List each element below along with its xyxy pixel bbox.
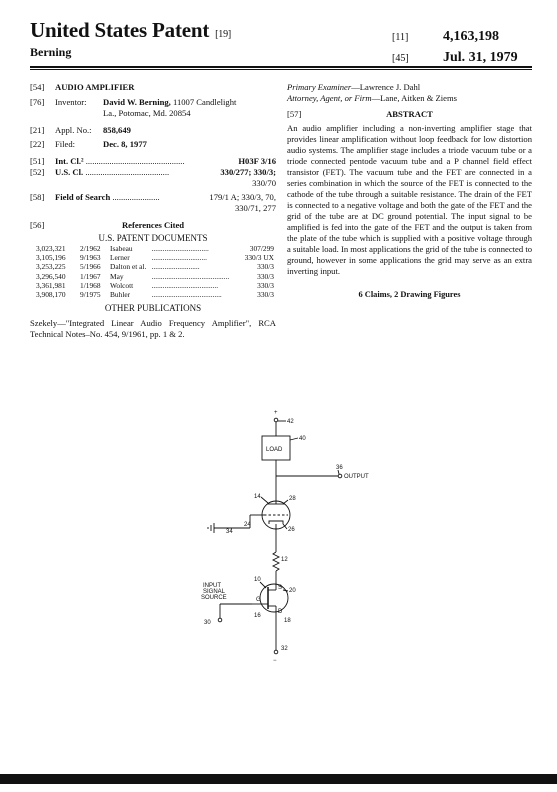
attorney-label: Attorney, Agent, or Firm (287, 93, 372, 103)
reference-class: 307/299 (249, 244, 274, 253)
reference-row (36, 244, 274, 253)
label-minus: − (273, 658, 277, 664)
leader-line (283, 590, 288, 591)
label-24: 24 (244, 522, 251, 528)
leader-line (283, 500, 288, 504)
title-row (30, 82, 276, 93)
reference-number: 3,296,540 (36, 271, 66, 281)
appl-number: 858,649 (103, 125, 131, 135)
leader-dots: .......................................... (151, 271, 230, 281)
bibliographic-column (30, 82, 276, 340)
label-32: 32 (281, 646, 288, 652)
reference-class: 330/3 UX (244, 253, 274, 263)
title-code: [19] (215, 29, 232, 40)
reference-number: 3,253,225 (36, 262, 66, 272)
negative-terminal (274, 650, 278, 654)
supply-terminal (274, 418, 278, 422)
other-pubs-title: OTHER PUBLICATIONS (104, 303, 202, 314)
reference-row (36, 272, 274, 281)
label-20: 20 (289, 588, 296, 594)
inventor-label: Inventor: (55, 97, 87, 107)
abstract-column (287, 82, 532, 300)
intcl-row (30, 156, 276, 167)
label-42: 42 (287, 419, 294, 425)
field-search-value: 179/1 A; 330/3, 70, (209, 192, 276, 202)
label-10: 10 (254, 577, 261, 583)
field-code: [22] (30, 139, 45, 149)
tube-cathode (269, 521, 283, 524)
leader-dots: .............................................. (83, 156, 185, 166)
field-code: [54] (30, 82, 45, 92)
reference-date: 9/1963 (80, 253, 101, 263)
label-g: G (256, 597, 261, 603)
label-28: 28 (289, 496, 296, 502)
reference-name: May (110, 271, 124, 281)
uscl-value: 330/277; 330/3; (220, 167, 276, 177)
field-search-row (30, 192, 276, 203)
field-search-label: Field of Search (55, 192, 111, 202)
reference-name: Wolcott (110, 280, 134, 290)
reference-row (36, 281, 274, 290)
field-code: [76] (30, 97, 45, 107)
reference-class: 330/3 (257, 290, 274, 300)
reference-number: 3,908,170 (36, 290, 66, 300)
reference-class: 330/3 (257, 271, 274, 281)
header-inventor: Berning (30, 45, 72, 59)
leader-dots: ...................... (110, 192, 160, 202)
resistor (273, 552, 279, 571)
reference-date: 5/1966 (80, 262, 101, 272)
leader-line (290, 438, 298, 440)
leader-dots: ....................................... (83, 167, 170, 177)
circuit-diagram (190, 400, 400, 665)
refs-row (30, 220, 276, 231)
label-d: D (278, 609, 283, 615)
field-search-value-2: 330/71, 277 (234, 203, 276, 213)
invention-title: AUDIO AMPLIFIER (55, 82, 135, 92)
label-34: 34 (226, 529, 233, 535)
header-rule-thin (30, 69, 532, 70)
leader-line (260, 582, 266, 588)
label-36: 36 (336, 465, 343, 471)
attorney-name: —Lane, Aitken & Ziems (371, 93, 458, 103)
examiner-name: —Lawrence J. Dahl (351, 82, 421, 92)
scan-edge-bar (0, 774, 557, 784)
patent-number: 4,163,198 (443, 29, 499, 44)
label-16: 16 (254, 613, 261, 619)
input-terminal (218, 618, 222, 622)
other-publication: Szekely—"Integrated Linear Audio Frequency Amplifier", RCA Technical Notes–No. 454, 9/1961, pp. 1 & 2. (30, 318, 276, 340)
claims-line: 6 Claims, 2 Drawing Figures (358, 290, 461, 299)
header-rule (30, 66, 532, 68)
filed-row (30, 139, 276, 150)
leader-dots: ...................................... (151, 290, 222, 300)
intcl-label: Int. Cl.² (55, 156, 84, 166)
reference-name: Lerner (110, 253, 130, 263)
examiner-label: Primary Examiner (287, 82, 352, 92)
label-18: 18 (284, 618, 291, 624)
attorney-line (287, 93, 532, 104)
leader-dots: .......................... (151, 262, 200, 272)
uscl-label: U.S. Cl. (55, 167, 84, 177)
label-plus: + (274, 410, 278, 416)
examiner-line (287, 82, 532, 93)
date-code: [45] (392, 53, 409, 64)
leader-dots: .............................. (151, 253, 207, 263)
label-input: INPUT (203, 583, 221, 589)
patent-date: Jul. 31, 1979 (443, 50, 518, 65)
label-source: SOURCE (201, 595, 227, 601)
refs-title: References Cited (121, 220, 185, 230)
field-code: [51] (30, 156, 45, 166)
appl-label: Appl. No.: (55, 125, 92, 135)
reference-number: 3,023,321 (36, 244, 66, 253)
label-30: 30 (204, 620, 211, 626)
filed-label: Filed: (55, 139, 76, 149)
reference-number: 3,105,196 (36, 253, 66, 263)
reference-name: Isabeau (110, 244, 133, 253)
uscl-row (30, 167, 276, 178)
reference-row (36, 290, 274, 299)
reference-name: Dalton et al. (110, 262, 147, 272)
reference-number: 3,361,981 (36, 280, 66, 290)
abstract-header (287, 109, 532, 120)
abstract-title: ABSTRACT (386, 109, 433, 119)
leader-dots: ............................... (151, 244, 209, 253)
reference-date: 2/1962 (80, 244, 101, 253)
label-output: OUTPUT (344, 474, 369, 480)
label-load: LOAD (266, 447, 283, 453)
field-code: [52] (30, 167, 45, 177)
reference-name: Buhler (110, 290, 131, 300)
output-terminal (338, 474, 342, 478)
reference-row (36, 262, 274, 271)
abstract-text: An audio amplifier including a non-inverting amplifier stage that provides linear amplification without loop feedback for low distortion audio systems. The amplifier stage includes a triode vacuum tube or a triode connected pentode vacuum tube and a P channel field effect transistor (FET). The vacuum tube and the FET are connected in a series combination in which the source of the FET is connected to the cathode of the tube through a suitable resistance. The drain of the FET is connected to a negative voltage and both the gate of the FET and the grid of the tube are at DC ground potential. The input signal to be amplified is fed into the gate of the FET and the output is taken from the plate of the tube which is supplied with a positive voltage through a suitable load. In most applications the grid of the tube is connected to ground, however in some applications the grid may serve as an extra inverting input. (287, 123, 532, 276)
label-s: S (278, 585, 283, 591)
uscl-value-2: 330/70 (252, 178, 276, 188)
inventor-row (30, 97, 276, 119)
refs-subtitle: U.S. PATENT DOCUMENTS (98, 233, 208, 243)
label-40: 40 (299, 436, 306, 442)
field-code: [21] (30, 125, 45, 135)
label-26: 26 (288, 527, 295, 533)
intcl-value: H03F 3/16 (238, 156, 276, 166)
leader-dots: .................................... (151, 280, 219, 290)
leader-line (261, 497, 268, 503)
reference-date: 1/1968 (80, 280, 101, 290)
inventor-address: 11007 Candlelight (170, 97, 237, 107)
field-code: [57] (287, 109, 302, 119)
fet-envelope (260, 584, 288, 612)
field-code: [56] (30, 220, 45, 230)
reference-class: 330/3 (257, 262, 274, 272)
field-code: [58] (30, 192, 45, 202)
reference-class: 330/3 (257, 280, 274, 290)
appl-row (30, 125, 276, 136)
label-signal: SIGNAL (203, 589, 226, 595)
label-14: 14 (254, 494, 261, 500)
patent-header-title: United States Patent [19] (30, 18, 232, 42)
references-table (36, 244, 274, 299)
patent-number-code: [11] (392, 32, 409, 43)
reference-date: 1/1967 (80, 271, 101, 281)
inventor-name: David W. Berning, (103, 97, 171, 107)
label-12: 12 (281, 557, 288, 563)
reference-date: 9/1975 (80, 290, 101, 300)
filed-date: Dec. 8, 1977 (103, 139, 147, 149)
inventor-address-2: La., Potomac, Md. 20854 (103, 108, 191, 118)
reference-row (36, 253, 274, 262)
